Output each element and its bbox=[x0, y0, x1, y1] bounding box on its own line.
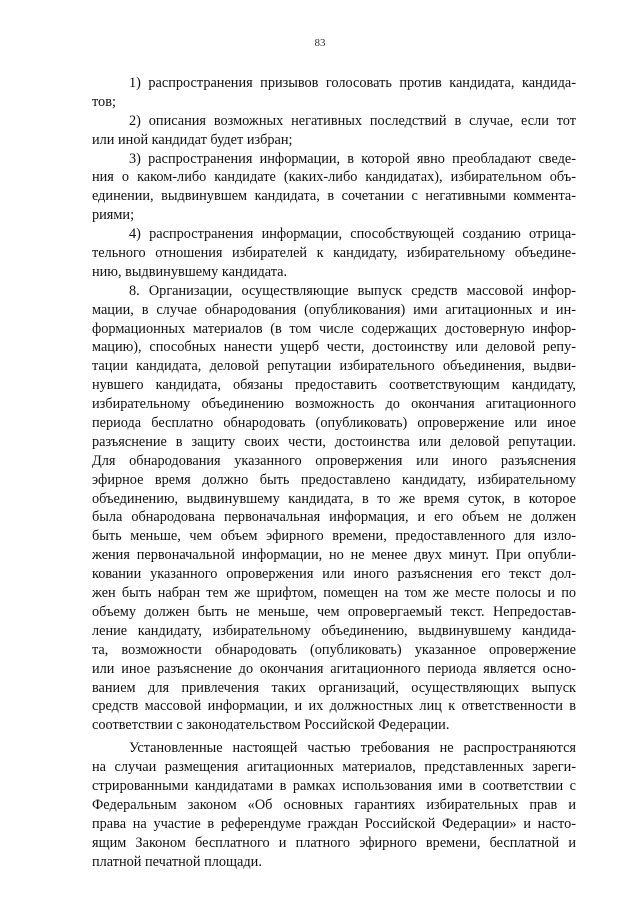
text-line: Для обнародования указанного опровержения или иного разъяснения bbox=[92, 452, 576, 469]
text-line: разъяснение в защиту своих чести, достоинства или деловой репутации. bbox=[92, 433, 576, 450]
text-line: стрированными кандидатами в рамках использования ими в соответствии с bbox=[92, 777, 576, 794]
text-line: Федеральным законом «Об основных гарантиях избирательных прав и bbox=[92, 796, 576, 813]
text-line: ящим Законом бесплатного и платного эфирного времени, бесплатной и bbox=[92, 834, 576, 851]
document-body bbox=[92, 74, 576, 871]
text-line: права на участие в референдуме граждан Российской Федерации» и насто- bbox=[92, 815, 576, 832]
text-line: 4) распространения информации, способствующей созданию отрица- bbox=[129, 226, 576, 243]
text-line: платной печатной площади. bbox=[92, 853, 262, 870]
text-line: жения первоначальной информации, но не менее двух минут. При опубли- bbox=[92, 547, 576, 564]
text-line: формационных материалов (в том числе содержащих достоверную инфор- bbox=[92, 320, 576, 337]
text-line: нувшего кандидата, обязаны предоставить соответствующим кандидату, bbox=[92, 377, 576, 394]
page-number: 83 bbox=[314, 37, 326, 49]
text-line: ковании указанного опровержения или иного разъяснения его текст дол- bbox=[92, 566, 576, 583]
text-line: мации, в случае обнародования (опубликования) ими агитационных и ин- bbox=[92, 301, 576, 318]
text-line: или иное разъяснение до окончания агитационного периода является осно- bbox=[92, 660, 576, 677]
text-line: та, возможности обнародовать (опубликовать) указанное опровержение bbox=[92, 641, 576, 658]
text-line: на случаи размещения агитационных материалов, представленных зареги- bbox=[92, 759, 576, 776]
text-line: средств массовой информации, и их должностных лиц к ответственности в bbox=[92, 698, 576, 715]
text-line: Установленные настоящей частью требования не распространяются bbox=[129, 740, 576, 757]
text-line: риями; bbox=[92, 207, 135, 224]
text-line: избирательному объединению возможность до окончания агитационного bbox=[92, 396, 576, 413]
text-line: периода бесплатно обнародовать (опубликовать) опровержение или иное bbox=[92, 415, 576, 432]
text-line: тов; bbox=[92, 93, 116, 110]
text-line: ванием для привлечения таких организаций, осуществляющих выпуск bbox=[92, 679, 576, 696]
text-line: эфирное время должно быть предоставлено кандидату, избирательному bbox=[92, 471, 576, 488]
text-line: единении, выдвинувшем кандидата, в сочетании с негативными коммента- bbox=[92, 188, 576, 205]
text-line: 3) распространения информации, в которой явно преобладают сведе- bbox=[129, 150, 576, 167]
text-line: объему должен быть не меньше, чем опровергаемый текст. Непредостав- bbox=[92, 603, 576, 620]
text-line: мацию), способных нанести ущерб чести, достоинству или деловой репу- bbox=[92, 339, 576, 356]
text-line: 1) распространения призывов голосовать против кандидата, кандида- bbox=[129, 75, 576, 91]
text-line: 8. Организации, осуществляющие выпуск средств массовой инфор- bbox=[129, 282, 576, 299]
text-line: соответствии с законодательством Российской Федерации. bbox=[92, 717, 450, 734]
text-line: тельного отношения избирателей к кандидату, избирательному объедине- bbox=[92, 245, 576, 262]
text-line: или иной кандидат будет избран; bbox=[92, 131, 293, 148]
text-line: нию, выдвинувшему кандидата. bbox=[92, 263, 288, 280]
text-line: 2) описания возможных негативных последствий в случае, если тот bbox=[129, 112, 576, 129]
text-line: жен быть набран тем же шрифтом, помещен на том же месте полосы и по bbox=[92, 585, 576, 602]
text-line: быть меньше, чем объем эфирного времени, предоставленного для изло- bbox=[92, 528, 576, 545]
text-line: была обнародована первоначальная информация, и его объем не должен bbox=[92, 509, 576, 526]
text-line: ния о каком-либо кандидате (каких-либо кандидатах), избирательном объ- bbox=[92, 169, 576, 186]
text-line: ление кандидату, избирательному объединению, выдвинувшему кандида- bbox=[92, 622, 576, 639]
text-line: объединению, выдвинувшему кандидата, в то же время суток, в которое bbox=[92, 490, 576, 507]
text-line: тации кандидата, деловой репутации избирательного объединения, выдви- bbox=[92, 358, 576, 375]
